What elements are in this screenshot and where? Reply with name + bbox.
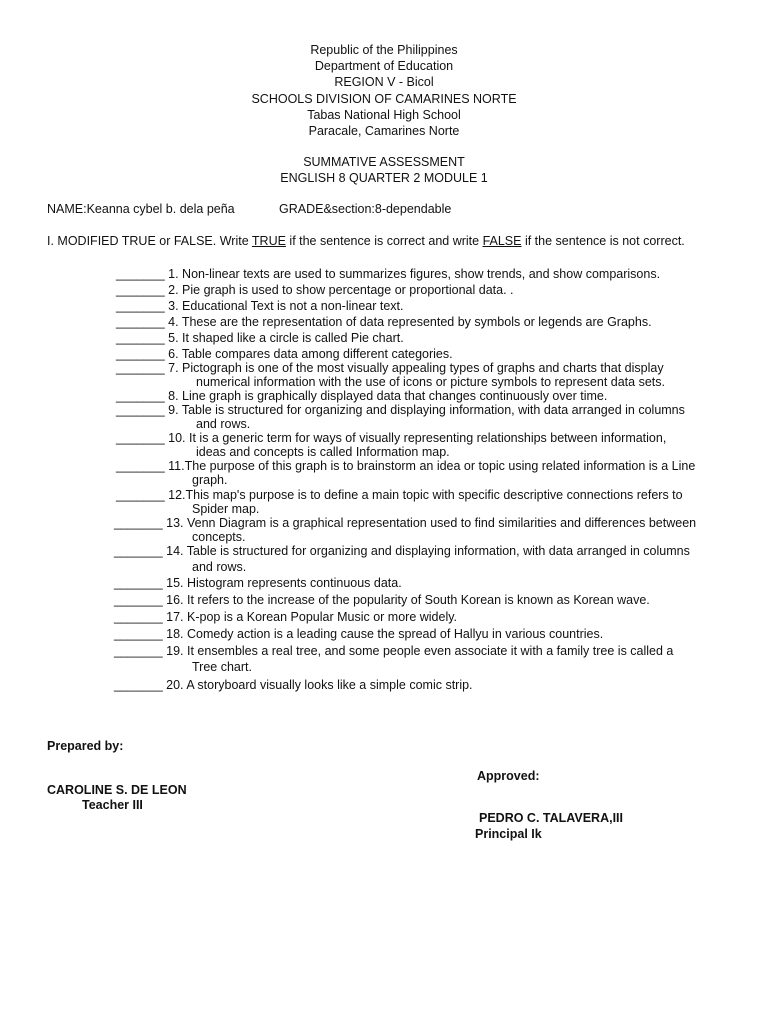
header-line: Paracale, Camarines Norte xyxy=(308,124,460,139)
approved-label: Approved: xyxy=(477,769,540,783)
answer-blank[interactable]: _______ xyxy=(114,627,163,641)
question-continuation: Tree chart. xyxy=(192,660,252,674)
question-item xyxy=(116,283,514,297)
answer-blank[interactable]: _______ xyxy=(114,678,163,692)
question-text: 3. Educational Text is not a non-linear text. xyxy=(168,299,404,313)
question-item xyxy=(116,315,652,329)
question-text: 14. Table is structured for organizing and displaying information, with data arranged in columns xyxy=(166,544,690,558)
answer-blank[interactable]: _______ xyxy=(114,610,163,624)
question-text: 5. It shaped like a circle is called Pie chart. xyxy=(168,331,404,345)
teacher-name: CAROLINE S. DE LEON xyxy=(47,783,187,797)
header-line: Department of Education xyxy=(314,59,454,74)
answer-blank[interactable]: _______ xyxy=(116,299,165,313)
question-continuation: and rows. xyxy=(196,417,251,431)
question-text: 1. Non-linear texts are used to summarizes figures, show trends, and show comparisons. xyxy=(168,267,661,281)
question-text: 19. It ensembles a real tree, and some people even associate it with a family tree is called a xyxy=(166,644,674,658)
student-grade-section: GRADE&section:8-dependable xyxy=(279,202,452,216)
answer-blank[interactable]: _______ xyxy=(114,576,163,590)
answer-blank[interactable]: _______ xyxy=(116,283,165,297)
question-continuation: Spider map. xyxy=(192,502,260,516)
question-text: 6. Table compares data among different categories. xyxy=(168,347,453,361)
question-text: 7. Pictograph is one of the most visually appealing types of graphs and charts that display xyxy=(168,361,664,375)
header-line: Tabas National High School xyxy=(307,107,461,122)
answer-blank[interactable]: _______ xyxy=(116,361,165,375)
question-text: 2. Pie graph is used to show percentage or proportional data. . xyxy=(168,283,514,297)
question-item xyxy=(116,431,666,445)
question-text: 12.This map's purpose is to define a main topic with specific descriptive connections refers to xyxy=(168,488,683,502)
answer-blank[interactable]: _______ xyxy=(116,347,165,361)
principal-name: PEDRO C. TALAVERA,III xyxy=(479,811,623,825)
question-item xyxy=(116,488,683,502)
false-keyword: FALSE xyxy=(482,234,522,248)
instructions-suffix: if the sentence is not correct. xyxy=(521,234,685,248)
title-line-1: SUMMATIVE ASSESSMENT xyxy=(303,155,465,169)
instructions-middle: if the sentence is correct and write xyxy=(285,234,483,248)
question-item xyxy=(114,627,603,641)
school-header xyxy=(0,42,768,139)
question-item xyxy=(114,644,673,658)
answer-blank[interactable]: _______ xyxy=(114,544,163,558)
question-item xyxy=(116,331,404,345)
principal-title: Principal Ik xyxy=(475,827,542,841)
question-item xyxy=(114,544,690,558)
question-item xyxy=(116,389,607,403)
answer-blank[interactable]: _______ xyxy=(114,516,163,530)
question-continuation: graph. xyxy=(192,473,228,487)
question-text: 16. It refers to the increase of the popularity of South Korean is known as Korean wave. xyxy=(166,593,650,607)
question-text: 10. It is a generic term for ways of visually representing relationships between information, xyxy=(168,431,667,445)
question-text: 18. Comedy action is a leading cause the spread of Hallyu in various countries. xyxy=(166,627,604,641)
question-item xyxy=(114,678,473,692)
assessment-title xyxy=(0,154,768,186)
question-text: 20. A storyboard visually looks like a simple comic strip. xyxy=(166,678,473,692)
question-item xyxy=(114,593,650,607)
question-text: 8. Line graph is graphically displayed data that changes continuously over time. xyxy=(168,389,608,403)
question-item xyxy=(116,403,685,417)
question-continuation: ideas and concepts is called Information map. xyxy=(196,445,450,459)
answer-blank[interactable]: _______ xyxy=(116,389,165,403)
question-text: 15. Histogram represents continuous data. xyxy=(166,576,402,590)
question-item xyxy=(114,576,402,590)
answer-blank[interactable]: _______ xyxy=(116,331,165,345)
question-continuation: concepts. xyxy=(192,530,246,544)
question-item xyxy=(114,516,696,530)
question-item xyxy=(116,267,660,281)
teacher-title: Teacher III xyxy=(82,798,143,812)
question-item xyxy=(116,299,403,313)
instructions-prefix: I. MODIFIED TRUE or FALSE. Write xyxy=(47,234,252,248)
question-text: 11.The purpose of this graph is to brainstorm an idea or topic using related information is a Line xyxy=(168,459,696,473)
header-line: Republic of the Philippines xyxy=(310,43,458,57)
answer-blank[interactable]: _______ xyxy=(116,315,165,329)
question-text: 4. These are the representation of data represented by symbols or legends are Graphs. xyxy=(168,315,652,329)
student-name: NAME:Keanna cybel b. dela peña xyxy=(47,202,235,216)
question-continuation: numerical information with the use of icons or picture symbols to represent data sets. xyxy=(196,375,665,389)
prepared-by-label: Prepared by: xyxy=(47,739,124,753)
instructions xyxy=(47,234,685,248)
question-text: 17. K-pop is a Korean Popular Music or more widely. xyxy=(166,610,458,624)
question-text: 13. Venn Diagram is a graphical representation used to find similarities and differences between xyxy=(166,516,697,530)
header-line: REGION V - Bicol xyxy=(334,75,434,90)
header-line: SCHOOLS DIVISION OF CAMARINES NORTE xyxy=(251,91,517,106)
answer-blank[interactable]: _______ xyxy=(114,593,163,607)
title-line-2: ENGLISH 8 QUARTER 2 MODULE 1 xyxy=(280,171,488,186)
question-continuation: and rows. xyxy=(192,560,247,574)
question-item xyxy=(116,459,695,473)
answer-blank[interactable]: _______ xyxy=(116,431,165,445)
question-item xyxy=(116,347,453,361)
true-keyword: TRUE xyxy=(251,234,286,248)
question-item xyxy=(114,610,457,624)
answer-blank[interactable]: _______ xyxy=(116,459,165,473)
question-text: 9. Table is structured for organizing and displaying information, with data arranged in columns xyxy=(168,403,685,417)
answer-blank[interactable]: _______ xyxy=(116,488,165,502)
question-item xyxy=(116,361,664,375)
answer-blank[interactable]: _______ xyxy=(116,267,165,281)
answer-blank[interactable]: _______ xyxy=(116,403,165,417)
answer-blank[interactable]: _______ xyxy=(114,644,163,658)
